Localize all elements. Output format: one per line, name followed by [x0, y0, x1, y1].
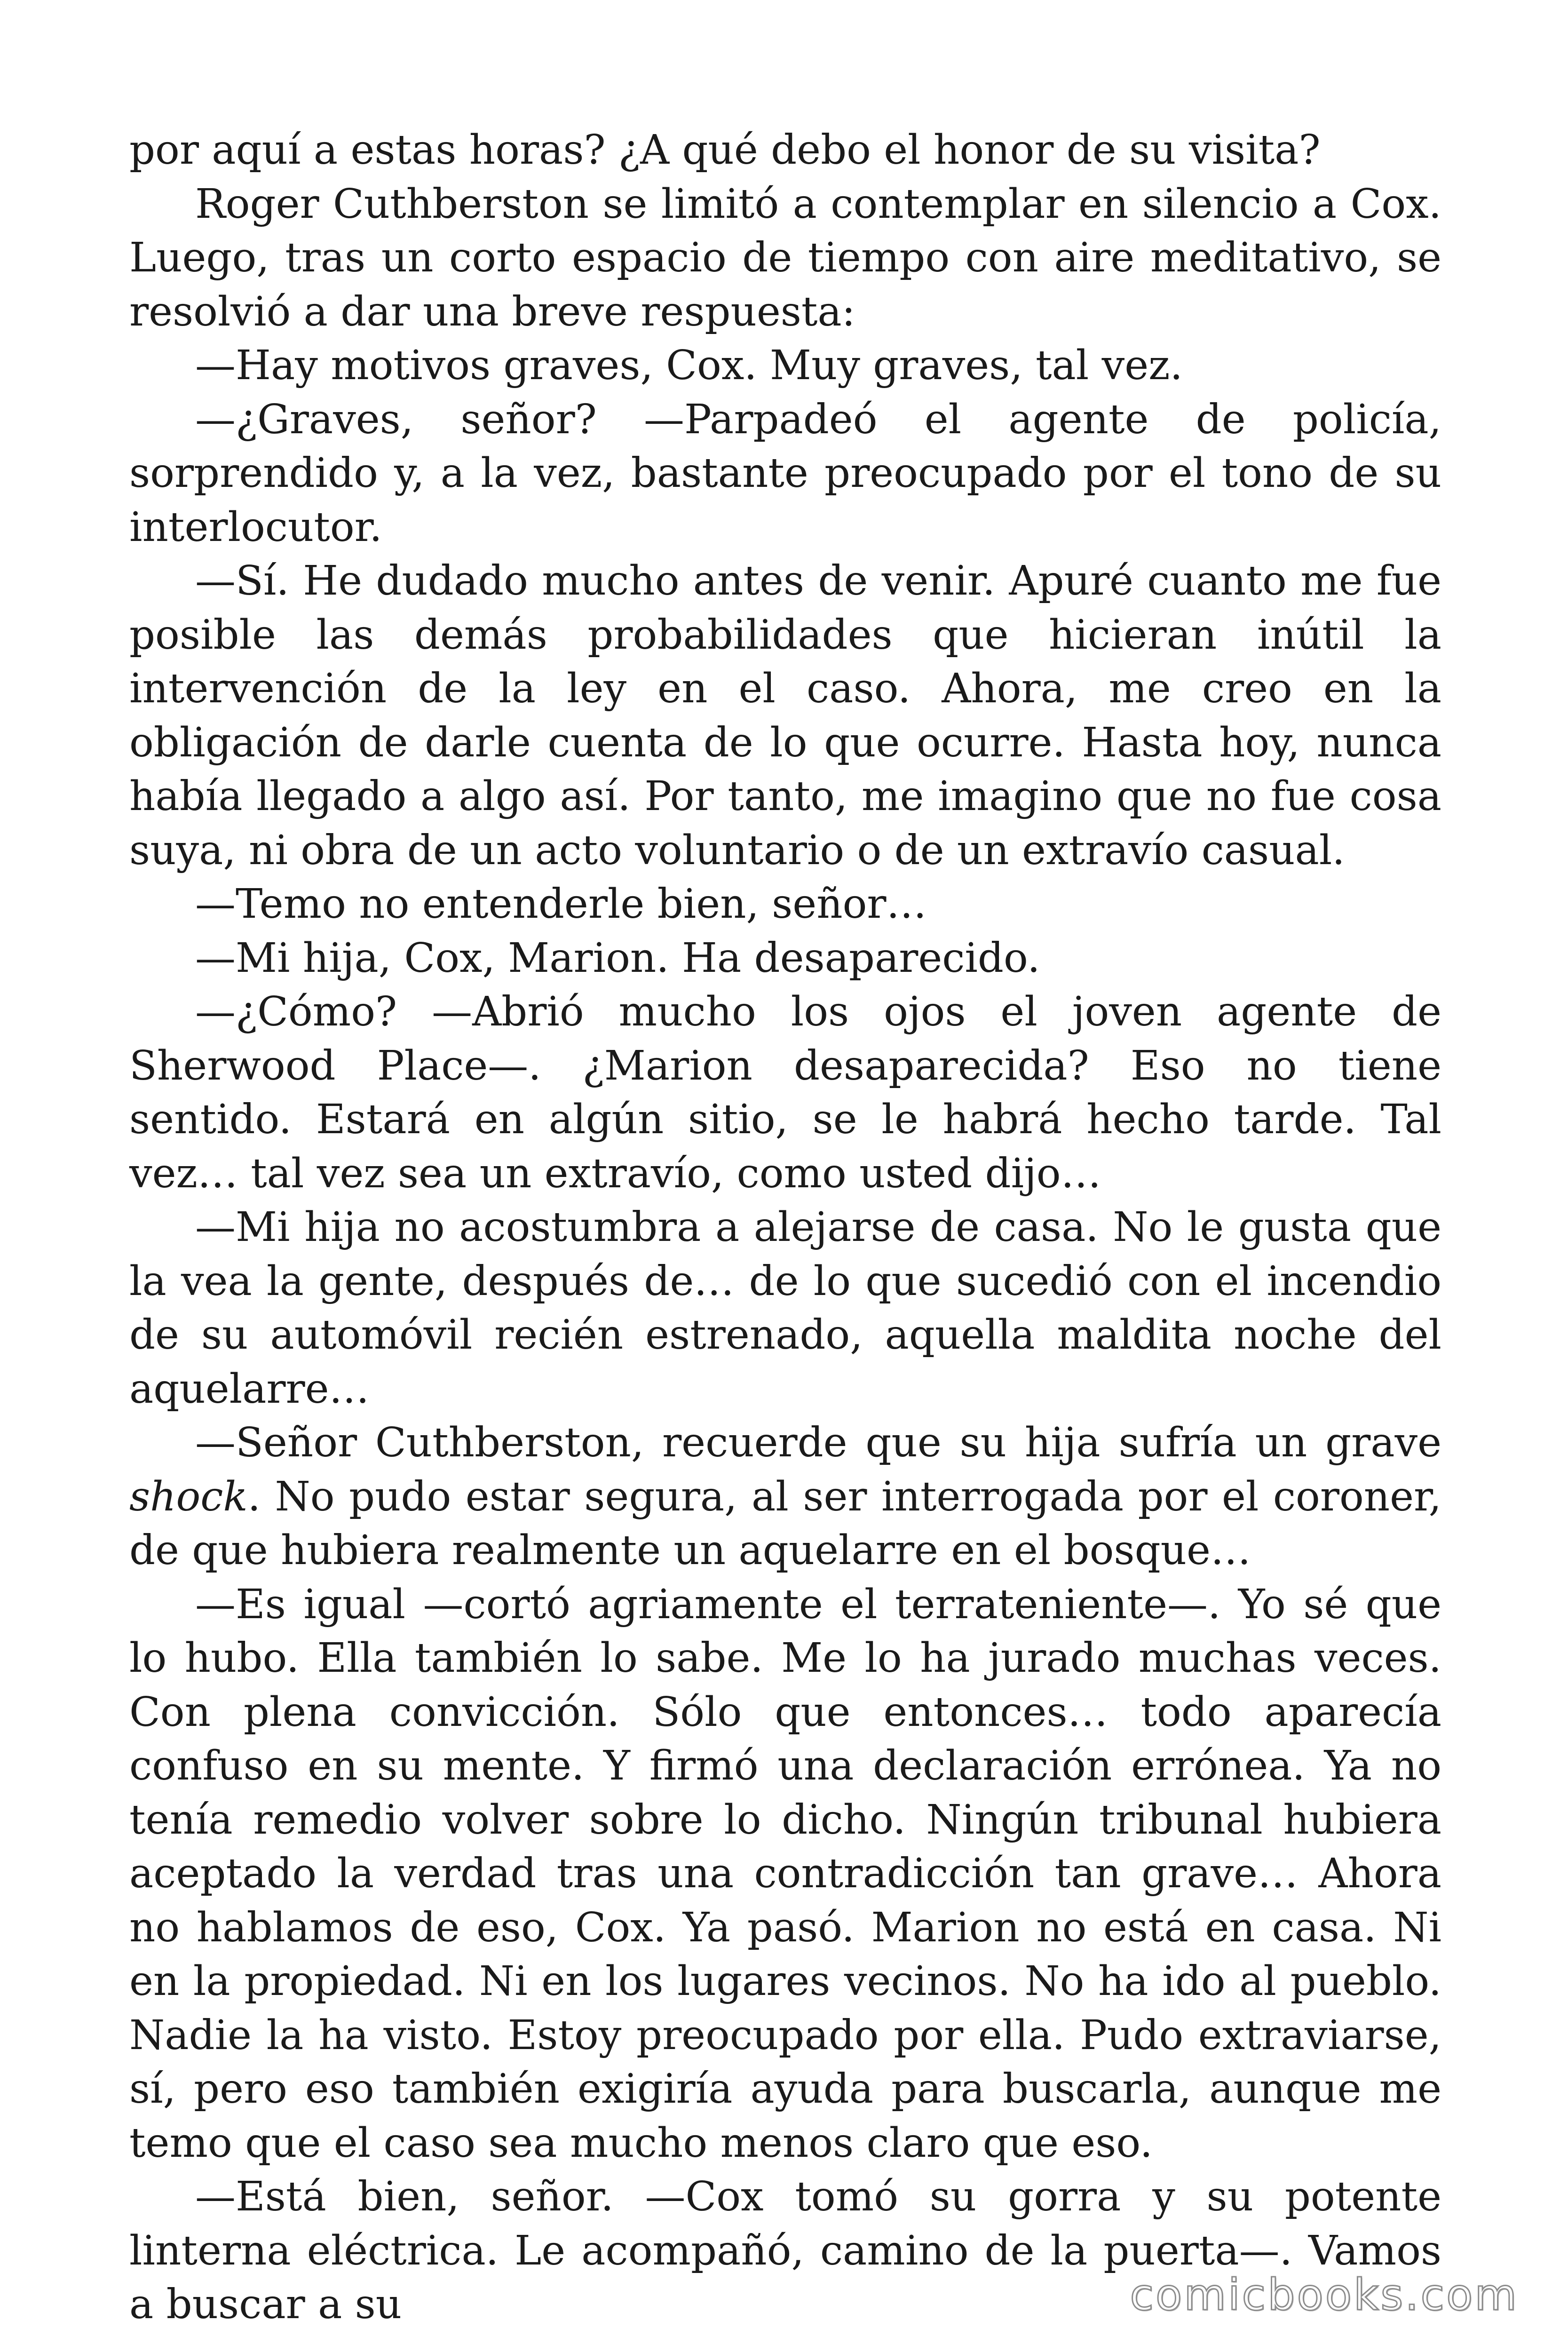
- paragraph-shock: [129, 1416, 1441, 1578]
- paragraph: —¿Graves, señor? —Parpadeó el agente de policía, sorprendido y, a la vez, bastante preocupado por el tono de su interlocutor.: [129, 396, 1441, 551]
- paragraph: —Mi hija no acostumbra a alejarse de casa. No le gusta que la vea la gente, después de… de lo que sucedió con el incendio de su automóvil recién estrenado, aquella maldita noche del aquelarre…: [129, 1204, 1441, 1413]
- page-body: [129, 123, 1441, 2332]
- paragraph-text: . No pudo estar segura, al ser interrogada por el coroner, de que hubiera realmente un aquelarre en el bosque…: [129, 1473, 1441, 1574]
- paragraph: —Mi hija, Cox, Marion. Ha desaparecido.: [195, 934, 1040, 982]
- paragraph: —Está bien, señor. —Cox tomó su gorra y su potente linterna eléctrica. Le acompañó, camino de la puerta—. Vamos a buscar a su: [129, 2173, 1441, 2328]
- paragraph: —Hay motivos graves, Cox. Muy graves, tal vez.: [195, 342, 1183, 389]
- paragraph-text: —Señor Cuthberston, recuerde que su hija sufría un grave: [195, 1419, 1441, 1466]
- paragraph: Roger Cuthberston se limitó a contemplar en silencio a Cox. Luego, tras un corto espacio de tiempo con aire meditativo, se resolvió a dar una breve respuesta:: [129, 180, 1441, 335]
- paragraph: —¿Cómo? —Abrió mucho los ojos el joven agente de Sherwood Place—. ¿Marion desaparecida? Eso no tiene sentido. Estará en algún sitio, se le habrá hecho tarde. Tal vez… tal vez sea un extravío, como usted dijo…: [129, 988, 1441, 1197]
- paragraph: por aquí a estas horas? ¿A qué debo el honor de su visita?: [129, 127, 1321, 174]
- watermark-logo: comicbooks.com: [1130, 2270, 1519, 2320]
- paragraph: —Es igual —cortó agriamente el terrateniente—. Yo sé que lo hubo. Ella también lo sabe. Me lo ha jurado muchas veces. Con plena convicción. Sólo que entonces… todo aparecía confuso en su mente. Y firmó una declaración errónea. Ya no tenía remedio volver sobre lo dicho. Ningún tribunal hubiera aceptado la verdad tras una contradicción tan grave… Ahora no hablamos de eso, Cox. Ya pasó. Marion no está en casa. Ni en la propiedad. Ni en los lugares vecinos. No ha ido al pueblo. Nadie la ha visto. Estoy preocupado por ella. Pudo extraviarse, sí, pero eso también exigiría ayuda para buscarla, aunque me temo que el caso sea mucho menos claro que eso.: [129, 1581, 1441, 2167]
- paragraph: —Temo no entenderle bien, señor…: [195, 881, 927, 928]
- paragraph: —Sí. He dudado mucho antes de venir. Apuré cuanto me fue posible las demás probabilidades que hicieran inútil la intervención de la ley en el caso. Ahora, me creo en la obligación de darle cuenta de lo que ocurre. Hasta hoy, nunca había llegado a algo así. Por tanto, me imagino que no fue cosa suya, ni obra de un acto voluntario o de un extravío casual.: [129, 557, 1441, 874]
- italic-word: shock: [129, 1473, 248, 1520]
